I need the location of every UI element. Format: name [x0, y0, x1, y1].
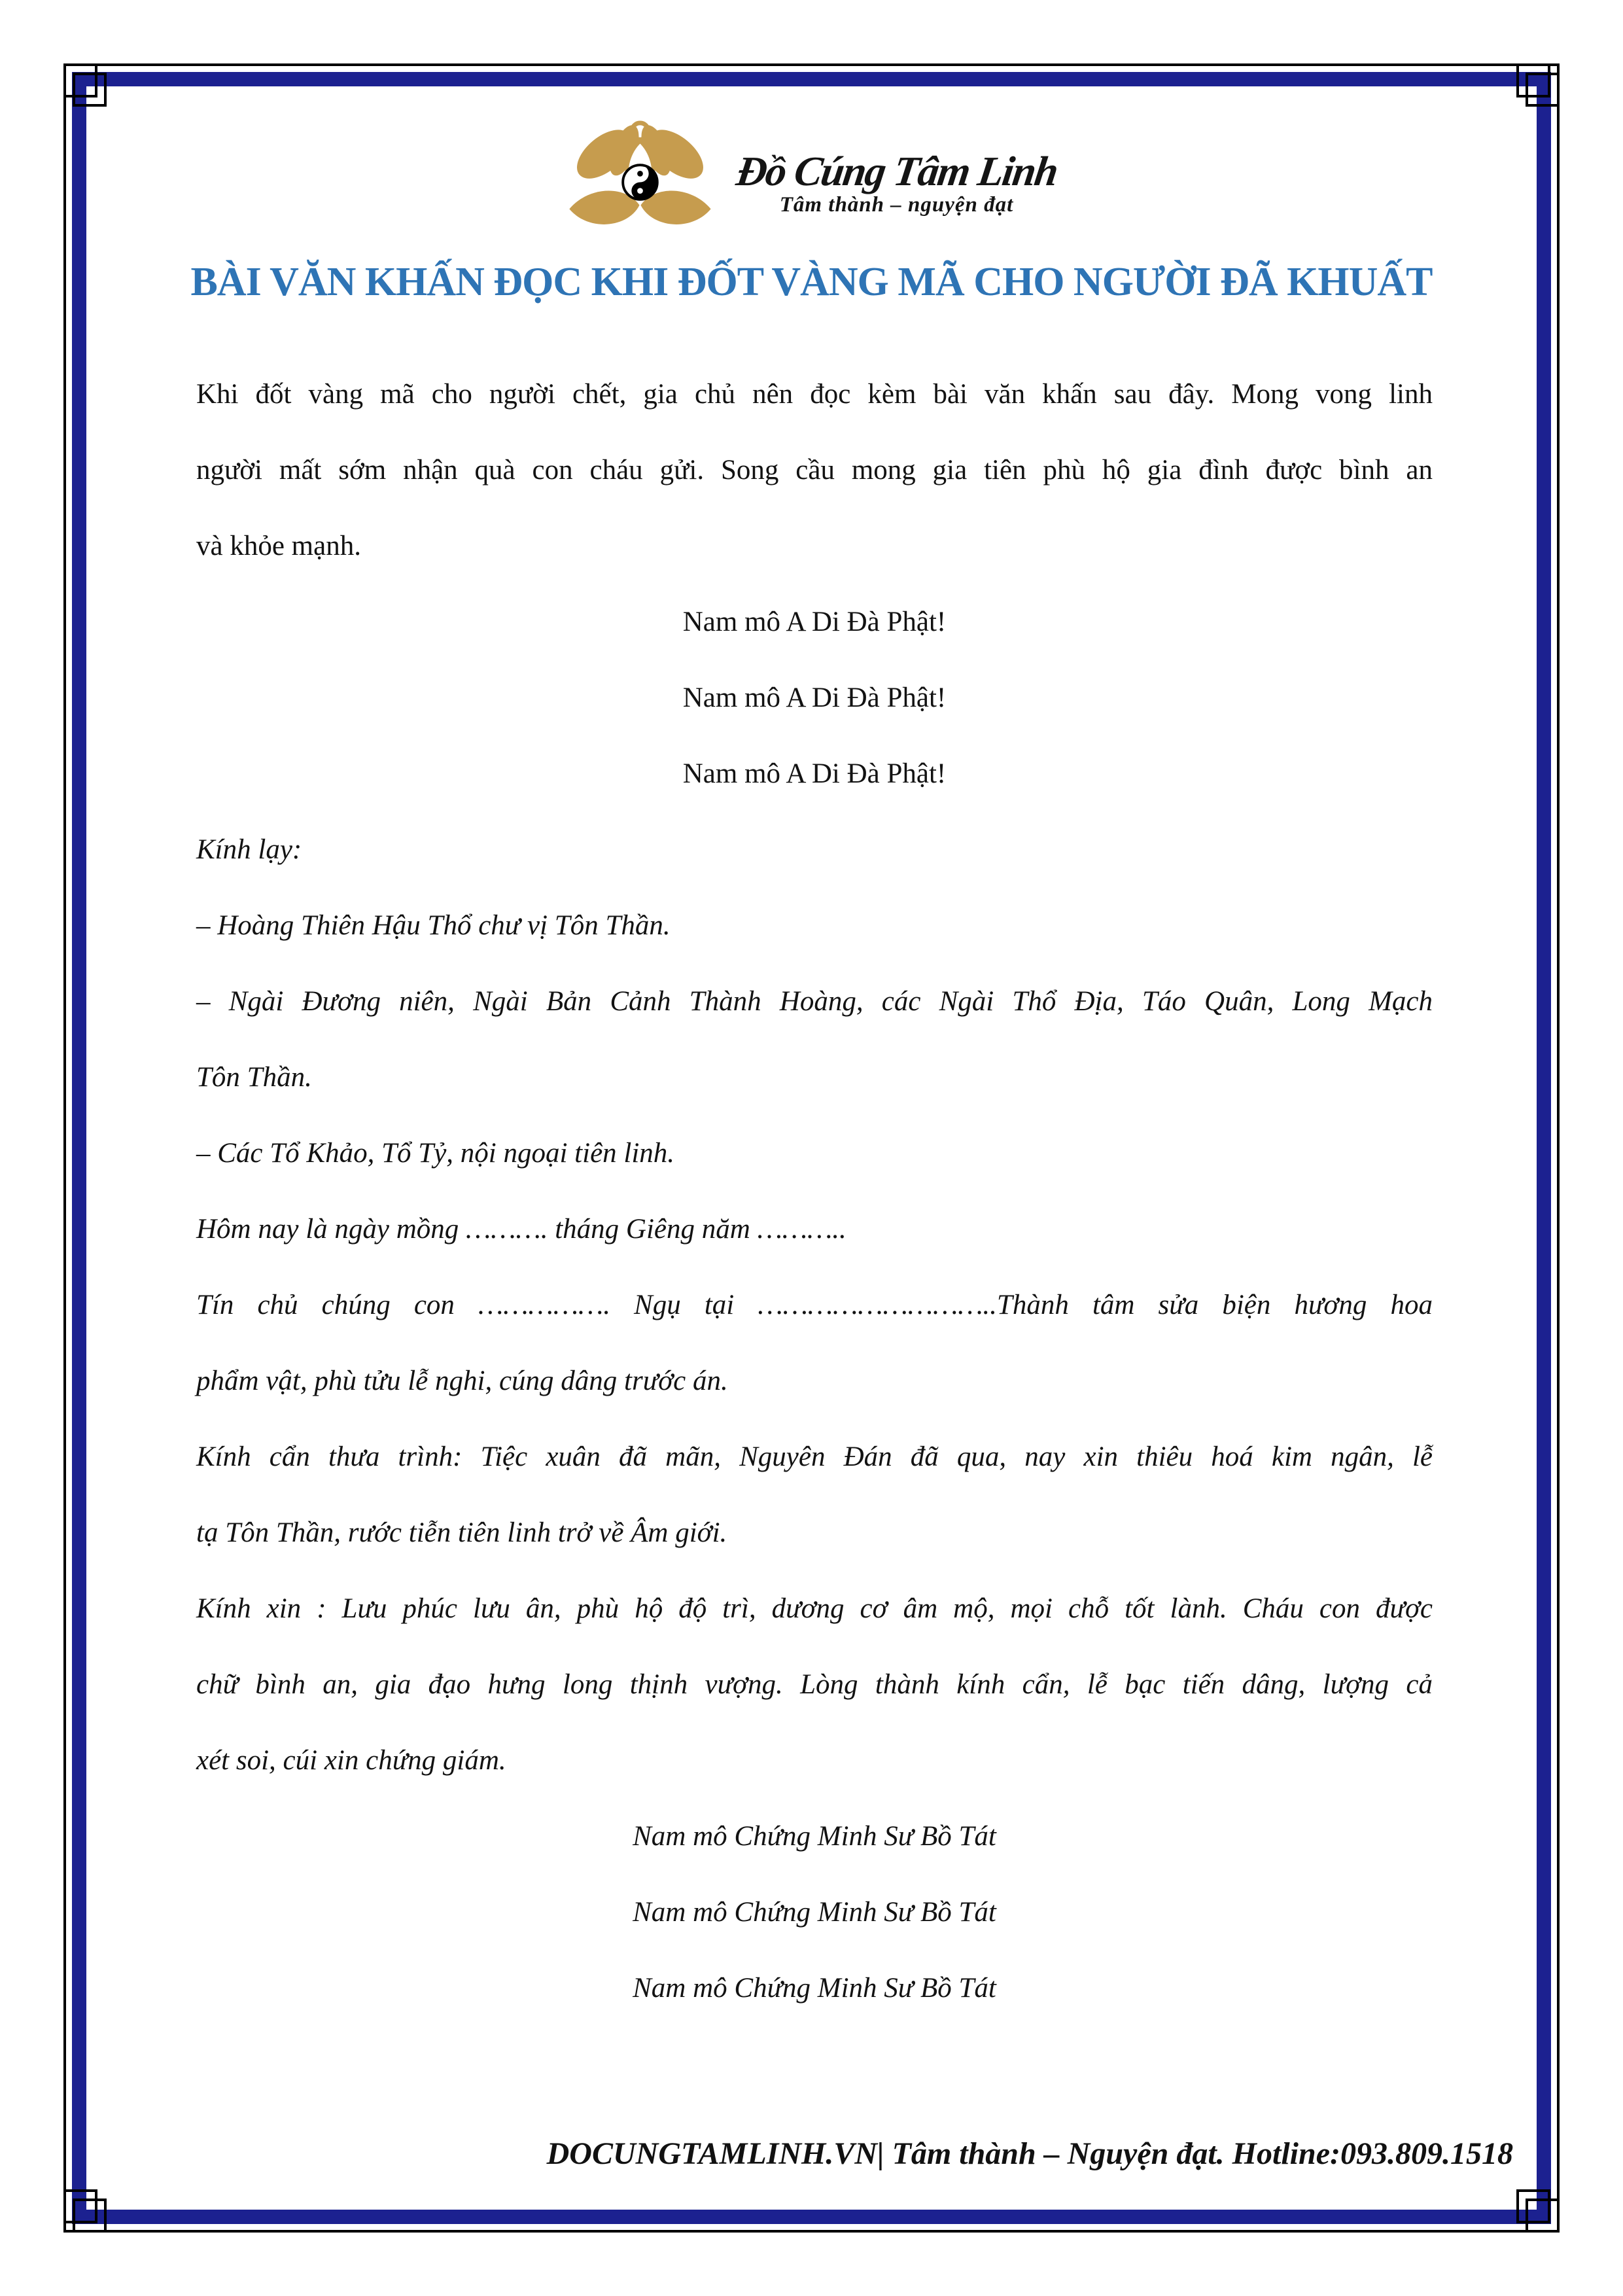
invocation-line: Nam mô A Di Đà Phật! [682, 682, 947, 713]
body-line: và khỏe mạnh. [196, 531, 361, 561]
lotus-yinyang-logo-icon [567, 113, 713, 251]
body-line: – Các Tổ Khảo, Tổ Tỷ, nội ngoại tiên linh. [196, 1138, 675, 1169]
body-line: chữ bình an, gia đạo hưng long thịnh vượng. Lòng thành kính cẩn, lễ bạc tiến dâng, lượng cả [196, 1669, 1433, 1700]
site-footer: DOCUNGTAMLINH.VN| Tâm thành – Nguyện đạt. Hotline:093.809.1518 [546, 2136, 1513, 2171]
body-line: – Hoàng Thiên Hậu Thổ chư vị Tôn Thần. [196, 910, 671, 941]
body-line: xét soi, cúi xin chứng giám. [196, 1745, 506, 1776]
closing-invocation-line: Nam mô Chứng Minh Sư Bồ Tát [633, 1897, 996, 1928]
body-line: người mất sớm nhận quà con cháu gửi. Song cầu mong gia tiên phù hộ gia đình được bình an [196, 455, 1433, 486]
corner-ornament-bottom-left [63, 2189, 97, 2223]
corner-ornament-top-left [73, 73, 107, 107]
body-line: Kính lạy: [196, 834, 302, 865]
logo-text-block [733, 147, 1060, 217]
body-line: – Ngài Đương niên, Ngài Bản Cảnh Thành Hoàng, các Ngài Thổ Địa, Táo Quân, Long Mạch [196, 986, 1433, 1017]
invocation-line: Nam mô A Di Đà Phật! [682, 758, 947, 789]
invocation-line: Nam mô A Di Đà Phật! [682, 607, 947, 637]
corner-ornament-bottom-right [1516, 2189, 1550, 2223]
corner-ornament-top-right [1526, 73, 1560, 107]
body-line: Khi đốt vàng mã cho người chết, gia chủ nên đọc kèm bài văn khấn sau đây. Mong vong linh [196, 379, 1433, 410]
body-line: tạ Tôn Thần, rước tiễn tiên linh trở về Âm giới. [196, 1517, 727, 1548]
body-line: Kính xin : Lưu phúc lưu ân, phù hộ độ trì, dương cơ âm mộ, mọi chỗ tốt lành. Cháu con được [196, 1593, 1433, 1624]
page-title: BÀI VĂN KHẤN ĐỌC KHI ĐỐT VÀNG MÃ CHO NGƯỜI ĐÃ KHUẤT [190, 260, 1433, 304]
closing-invocation-line: Nam mô Chứng Minh Sư Bồ Tát [633, 1821, 996, 1852]
brand-logo [567, 113, 1060, 251]
body-line: phẩm vật, phù tửu lễ nghi, cúng dâng trước án. [196, 1366, 728, 1396]
body-line: Hôm nay là ngày mồng ………. tháng Giêng năm ……….. [196, 1214, 846, 1245]
body-line: Tôn Thần. [196, 1062, 312, 1093]
body-line: Tín chủ chúng con ……………. Ngụ tại ………………………..Thành tâm sửa biện hương hoa [196, 1290, 1433, 1320]
logo-tagline: Tâm thành – nguyện đạt [779, 192, 1014, 217]
logo-brand-name: Đồ Cúng Tâm Linh [733, 147, 1060, 194]
prayer-text-body [196, 357, 1433, 2026]
closing-invocation-line: Nam mô Chứng Minh Sư Bồ Tát [633, 1973, 996, 2004]
body-line: Kính cẩn thưa trình: Tiệc xuân đã mãn, Nguyên Đán đã qua, nay xin thiêu hoá kim ngân, lễ [196, 1441, 1433, 1472]
